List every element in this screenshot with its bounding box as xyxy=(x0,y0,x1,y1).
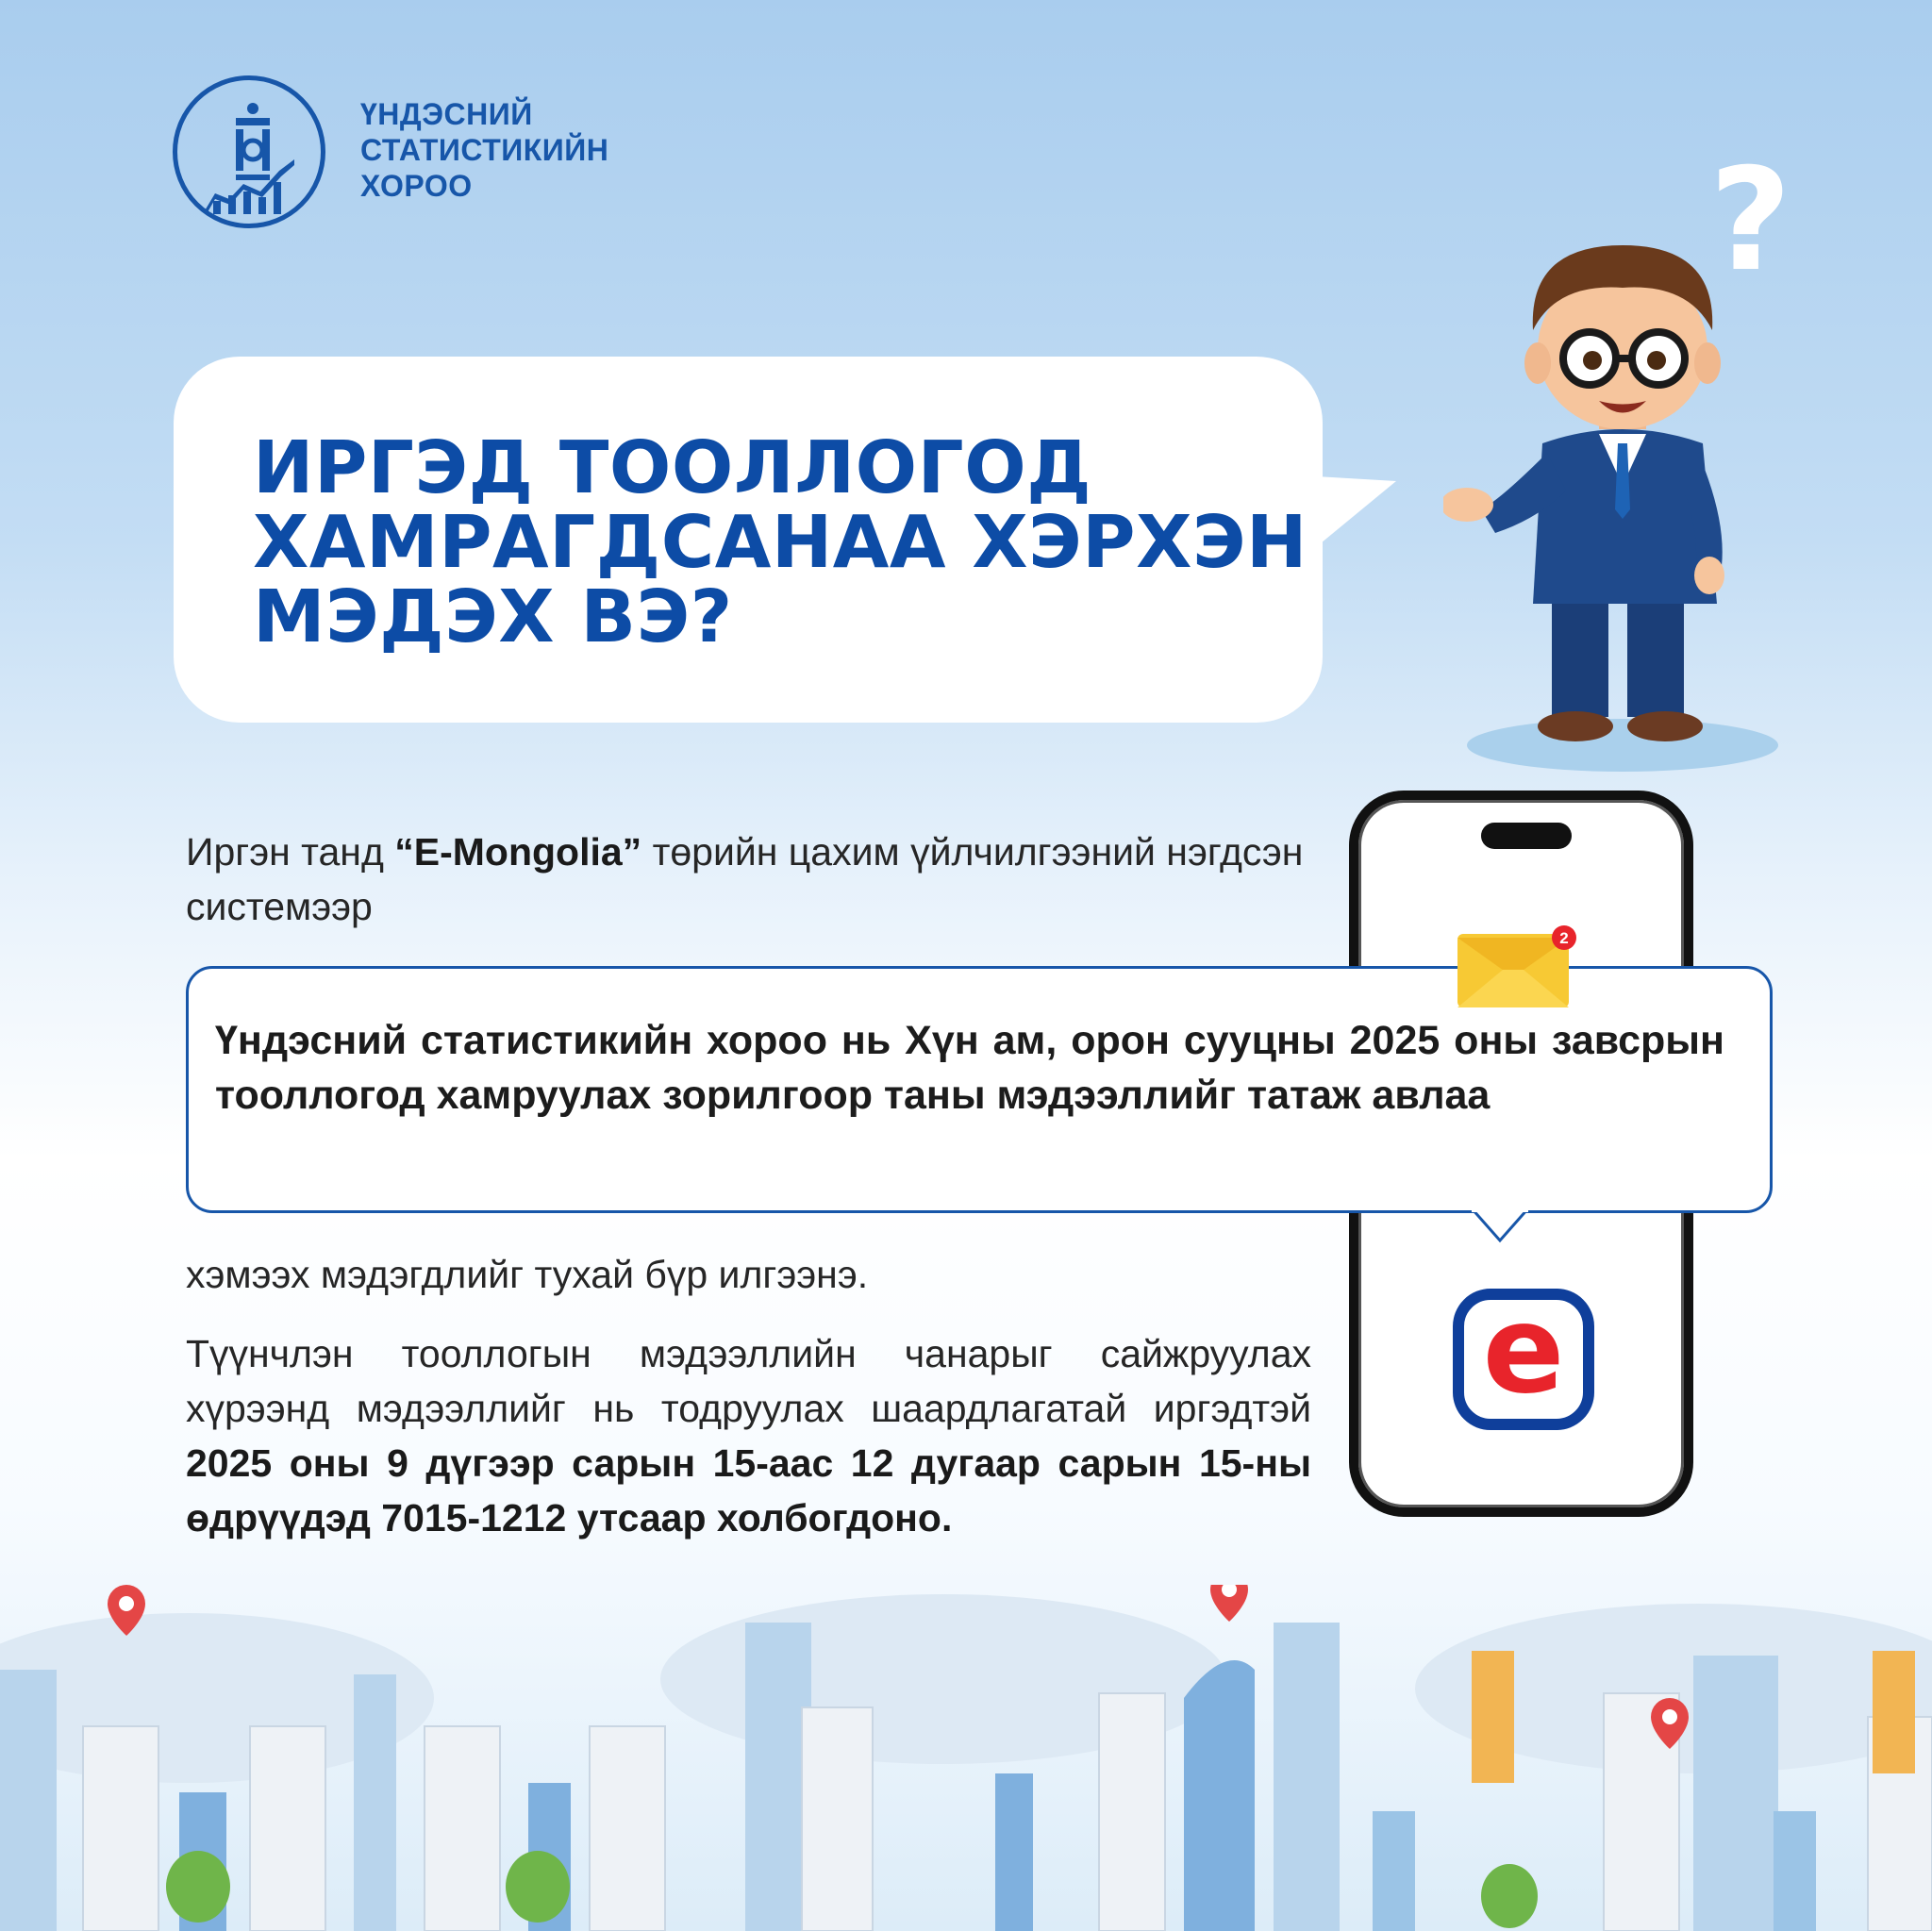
businessman-character-icon xyxy=(1443,160,1802,774)
phone-notch xyxy=(1481,823,1572,849)
intro-part-2: төрийн цахим үйлчилгээний нэгдсэн системээр xyxy=(186,830,1304,928)
notification-message: Үндэсний статистикийн хороо нь Хүн ам, орон сууцны 2025 оны завсрын тооллогод хамруулах зорилгоор таны мэдээллийг татаж авлаа xyxy=(215,1018,1724,1118)
intro-part-1: Иргэн танд xyxy=(186,830,395,874)
org-name xyxy=(360,96,608,204)
speech-bubble-tail-icon xyxy=(1316,476,1401,552)
page-title xyxy=(253,426,1309,659)
svg-text:?: ? xyxy=(1709,160,1792,303)
notification-tail-icon xyxy=(1472,1208,1528,1244)
title-line-2: ХАМРАГДСАНАА ХЭРХЭН xyxy=(253,501,1307,585)
title-line-1: ИРГЭД ТООЛЛОГОД xyxy=(253,426,1092,510)
e-mongolia-app-icon xyxy=(1453,1280,1594,1430)
followup-part-1: Түүнчлэн тооллогын мэдээллийн чанарыг сайжруулах хүрээнд мэдээллийг нь тодруулах шаардлагатай иргэдтэй xyxy=(186,1332,1311,1430)
app-letter: e xyxy=(1482,1280,1565,1421)
org-name-line-1: ҮНДЭСНИЙ xyxy=(360,97,533,131)
intro-text xyxy=(186,824,1311,934)
notification-count-badge: 2 xyxy=(1559,929,1569,947)
org-name-line-2: СТАТИСТИКИЙН xyxy=(360,133,609,167)
city-skyline-illustration xyxy=(0,1585,1932,1931)
org-name-line-3: ХОРОО xyxy=(360,169,473,203)
e-mongolia-label: “E-Mongolia” xyxy=(394,830,642,874)
title-line-3: МЭДЭХ ВЭ? xyxy=(253,575,733,659)
mail-envelope-icon xyxy=(1456,924,1576,1009)
nso-logo-icon xyxy=(173,75,325,228)
after-text: хэмээх мэдэгдлийг тухай бүр илгээнэ. xyxy=(186,1253,869,1296)
followup-schedule: 2025 оны 9 дүгээр сарын 15-аас 12 дугаар сарын 15-ны өдрүүдэд 7015-1212 утсаар холбогдоно. xyxy=(186,1441,1311,1540)
followup-text xyxy=(186,1326,1311,1545)
